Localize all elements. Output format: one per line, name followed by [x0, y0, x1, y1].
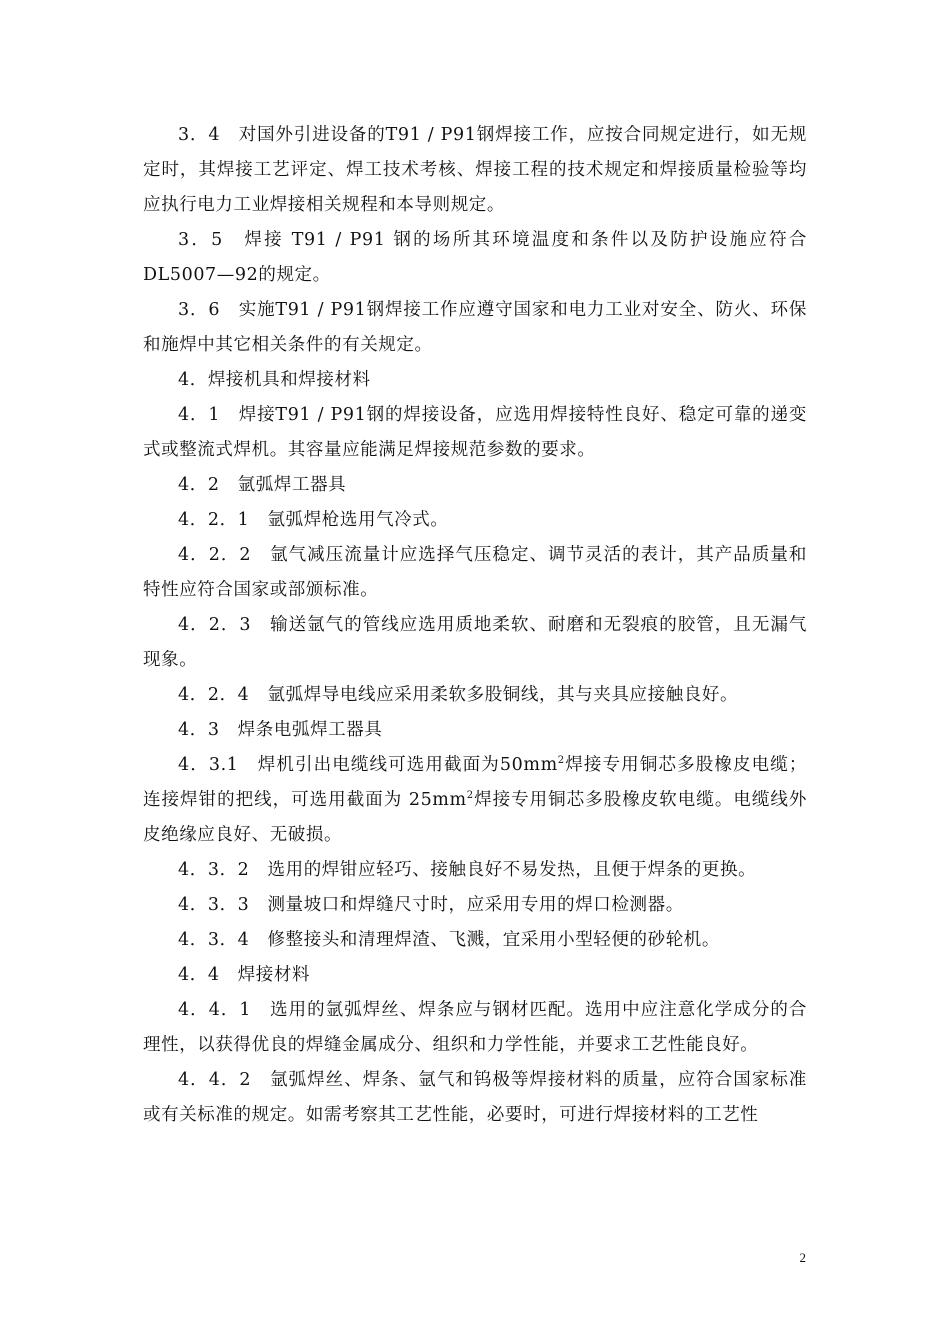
paragraph-4-4-2: 4．4．2 氩弧焊丝、焊条、氩气和钨极等焊接材料的质量，应符合国家标准或有关标准的规定。如需考察其工艺性能，必要时，可进行焊接材料的工艺性: [143, 1070, 807, 1125]
superscript-2: 2: [466, 790, 474, 802]
paragraph-4-3-1: [143, 748, 807, 853]
paragraph-3-5: 3．5 焊接 T91 / P91 钢的场所其环境温度和条件以及防护设施应符合DL5007—92的规定。: [143, 230, 807, 285]
paragraph-4-2-4: 4．2．4 氩弧焊导电线应采用柔软多股铜线，其与夹具应接触良好。: [178, 685, 739, 705]
heading-4-4: 4．4 焊接材料: [178, 965, 311, 985]
section-heading-4: 4．焊接机具和焊接材料: [178, 370, 371, 390]
page-number: 2: [799, 1250, 806, 1265]
body-text: [143, 118, 807, 1133]
paragraph-3-6: 3．6 实施T91 / P91钢焊接工作应遵守国家和电力工业对安全、防火、环保和施焊中其它相关条件的有关规定。: [143, 300, 807, 355]
para-431-part2: 焊接专用铜芯多股橡皮电缆；连接焊钳的把线，可选用截面为 25mm: [143, 755, 807, 810]
paragraph-3-4: 3．4 对国外引进设备的T91 / P91钢焊接工作，应按合同规定进行，如无规定时，其焊接工艺评定、焊工技术考核、焊接工程的技术规定和焊接质量检验等均应执行电力工业焊接相关规程和本导则规定。: [143, 125, 807, 215]
para-431-part1: 4．3.1 焊机引出电缆线可选用截面为50mm: [178, 755, 558, 775]
paragraph-4-3-2: 4．3．2 选用的焊钳应轻巧、接触良好不易发热，且便于焊条的更换。: [178, 860, 757, 880]
paragraph-4-2-2: 4．2．2 氩气减压流量计应选择气压稳定、调节灵活的表计，其产品质量和特性应符合国家或部颁标准。: [143, 545, 807, 600]
paragraph-4-3-3: 4．3．3 测量坡口和焊缝尺寸时，应采用专用的焊口检测器。: [178, 895, 684, 915]
para-431-part3: 焊接专用铜芯多股橡皮软电缆。电缆线外皮绝缘应良好、无破损。: [143, 790, 807, 845]
paragraph-4-2-3: 4．2．3 输送氩气的管线应选用质地柔软、耐磨和无裂痕的胶管，且无漏气现象。: [143, 615, 807, 670]
heading-4-2: 4．2 氩弧焊工器具: [178, 475, 347, 495]
heading-4-3: 4．3 焊条电弧焊工器具: [178, 720, 383, 740]
paragraph-4-3-4: 4．3．4 修整接头和清理焊渣、飞溅，宜采用小型轻便的砂轮机。: [178, 930, 720, 950]
superscript-2: 2: [557, 755, 565, 767]
paragraph-4-2-1: 4．2．1 氩弧焊枪选用气冷式。: [178, 510, 449, 530]
paragraph-4-1: 4．1 焊接T91 / P91钢的焊接设备，应选用焊接特性良好、稳定可靠的递变式或整流式焊机。其容量应能满足焊接规范参数的要求。: [143, 405, 807, 460]
paragraph-4-4-1: 4．4．1 选用的氩弧焊丝、焊条应与钢材匹配。选用中应注意化学成分的合理性，以获得优良的焊缝金属成分、组织和力学性能，并要求工艺性能良好。: [143, 1000, 807, 1055]
